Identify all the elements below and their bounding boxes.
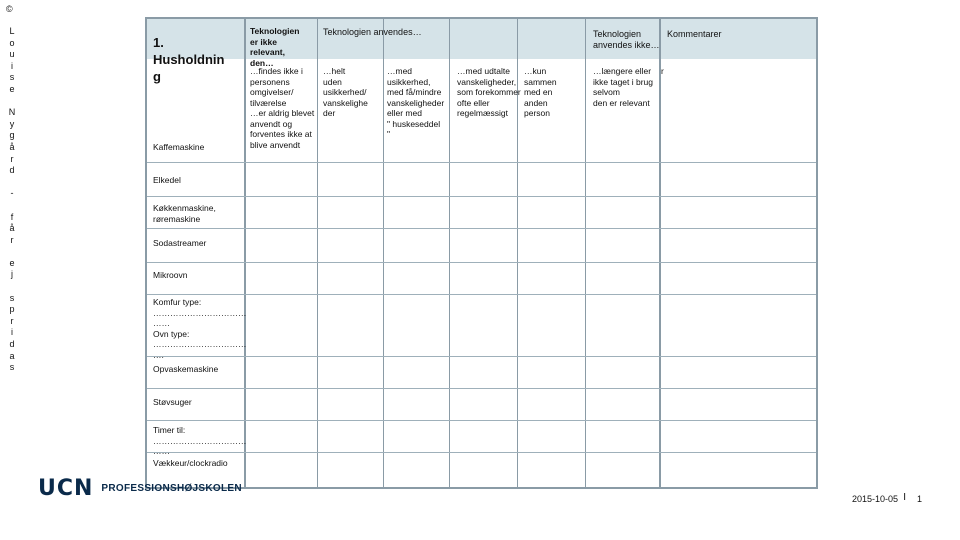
header-not-relevant: Teknologien er ikke relevant, den… <box>250 26 300 68</box>
row-label: Elkedel <box>153 175 181 185</box>
row-label: Timer til: …………………………… …… <box>153 425 247 456</box>
copyright-symbol: © <box>6 4 13 14</box>
subheader-fully: …helt uden usikkerhed/ vanskelighe der <box>323 66 368 118</box>
grid-col-line <box>244 19 246 487</box>
grid-row-line <box>147 196 816 197</box>
row-label: Køkkenmaskine, røremaskine <box>153 203 216 224</box>
section-title: 1. Husholdnin g <box>153 35 225 84</box>
row-label: Opvaskemaskine <box>153 364 219 374</box>
subheader-pronounced: …med udtalte vanskeligheder, som forekommer ofte eller regelmæssigt <box>457 66 521 118</box>
header-not-used: Teknologien anvendes ikke… <box>593 29 660 50</box>
ucn-logo <box>38 476 242 501</box>
page-number: 1 <box>916 494 922 504</box>
grid-row-line <box>147 420 816 421</box>
grid-row-line <box>147 294 816 295</box>
grid-row-line <box>147 452 816 453</box>
header-used: Teknologien anvendes… <box>323 27 422 37</box>
subheader-no-longer: …længere eller ikke taget i brug selvom den er relevant <box>593 66 654 108</box>
subheader-not-relevant-detail: …findes ikke i personens omgivelser/ tilværelse …er aldrig blevet anvendt og forventes ikke at blive anvendt <box>250 66 315 150</box>
logo-mark: UCN <box>38 476 94 501</box>
grid-row-line <box>147 356 816 357</box>
subheader-with-uncertainty: …med usikkerhed, med få/mindre vanskeligheder eller med " huskeseddel " <box>387 66 445 139</box>
vertical-side-text: L o u i s e N y g å r d - f å r e j s p r i d a s <box>8 26 16 373</box>
row-label: Sodastreamer <box>153 238 207 248</box>
row-label: Mikroovn <box>153 270 188 280</box>
row-label: Støvsuger <box>153 397 192 407</box>
subheader-cut-letter: r <box>661 66 664 76</box>
footer-separator: I <box>903 492 906 503</box>
footer-date: 2015-10-05 <box>851 494 898 504</box>
grid-row-line <box>147 388 816 389</box>
header-comments: Kommentarer <box>667 29 722 39</box>
grid-col-line <box>317 19 318 487</box>
grid-col-line <box>585 19 586 487</box>
logo-text: PROFESSIONSHØJSKOLEN <box>101 483 242 494</box>
grid-col-line <box>659 19 661 487</box>
grid-row-line <box>147 262 816 263</box>
grid-row-line <box>147 228 816 229</box>
row-label: Kaffemaskine <box>153 142 205 152</box>
grid-col-line <box>449 19 450 487</box>
row-label: Vækkeur/clockradio <box>153 458 228 468</box>
subheader-only-with: …kun sammen med en anden person <box>524 66 557 118</box>
grid-row-line <box>147 162 816 163</box>
grid-col-line <box>383 19 384 487</box>
row-label: Komfur type: …………………………… …… Ovn type: …………………………… …. <box>153 297 247 360</box>
